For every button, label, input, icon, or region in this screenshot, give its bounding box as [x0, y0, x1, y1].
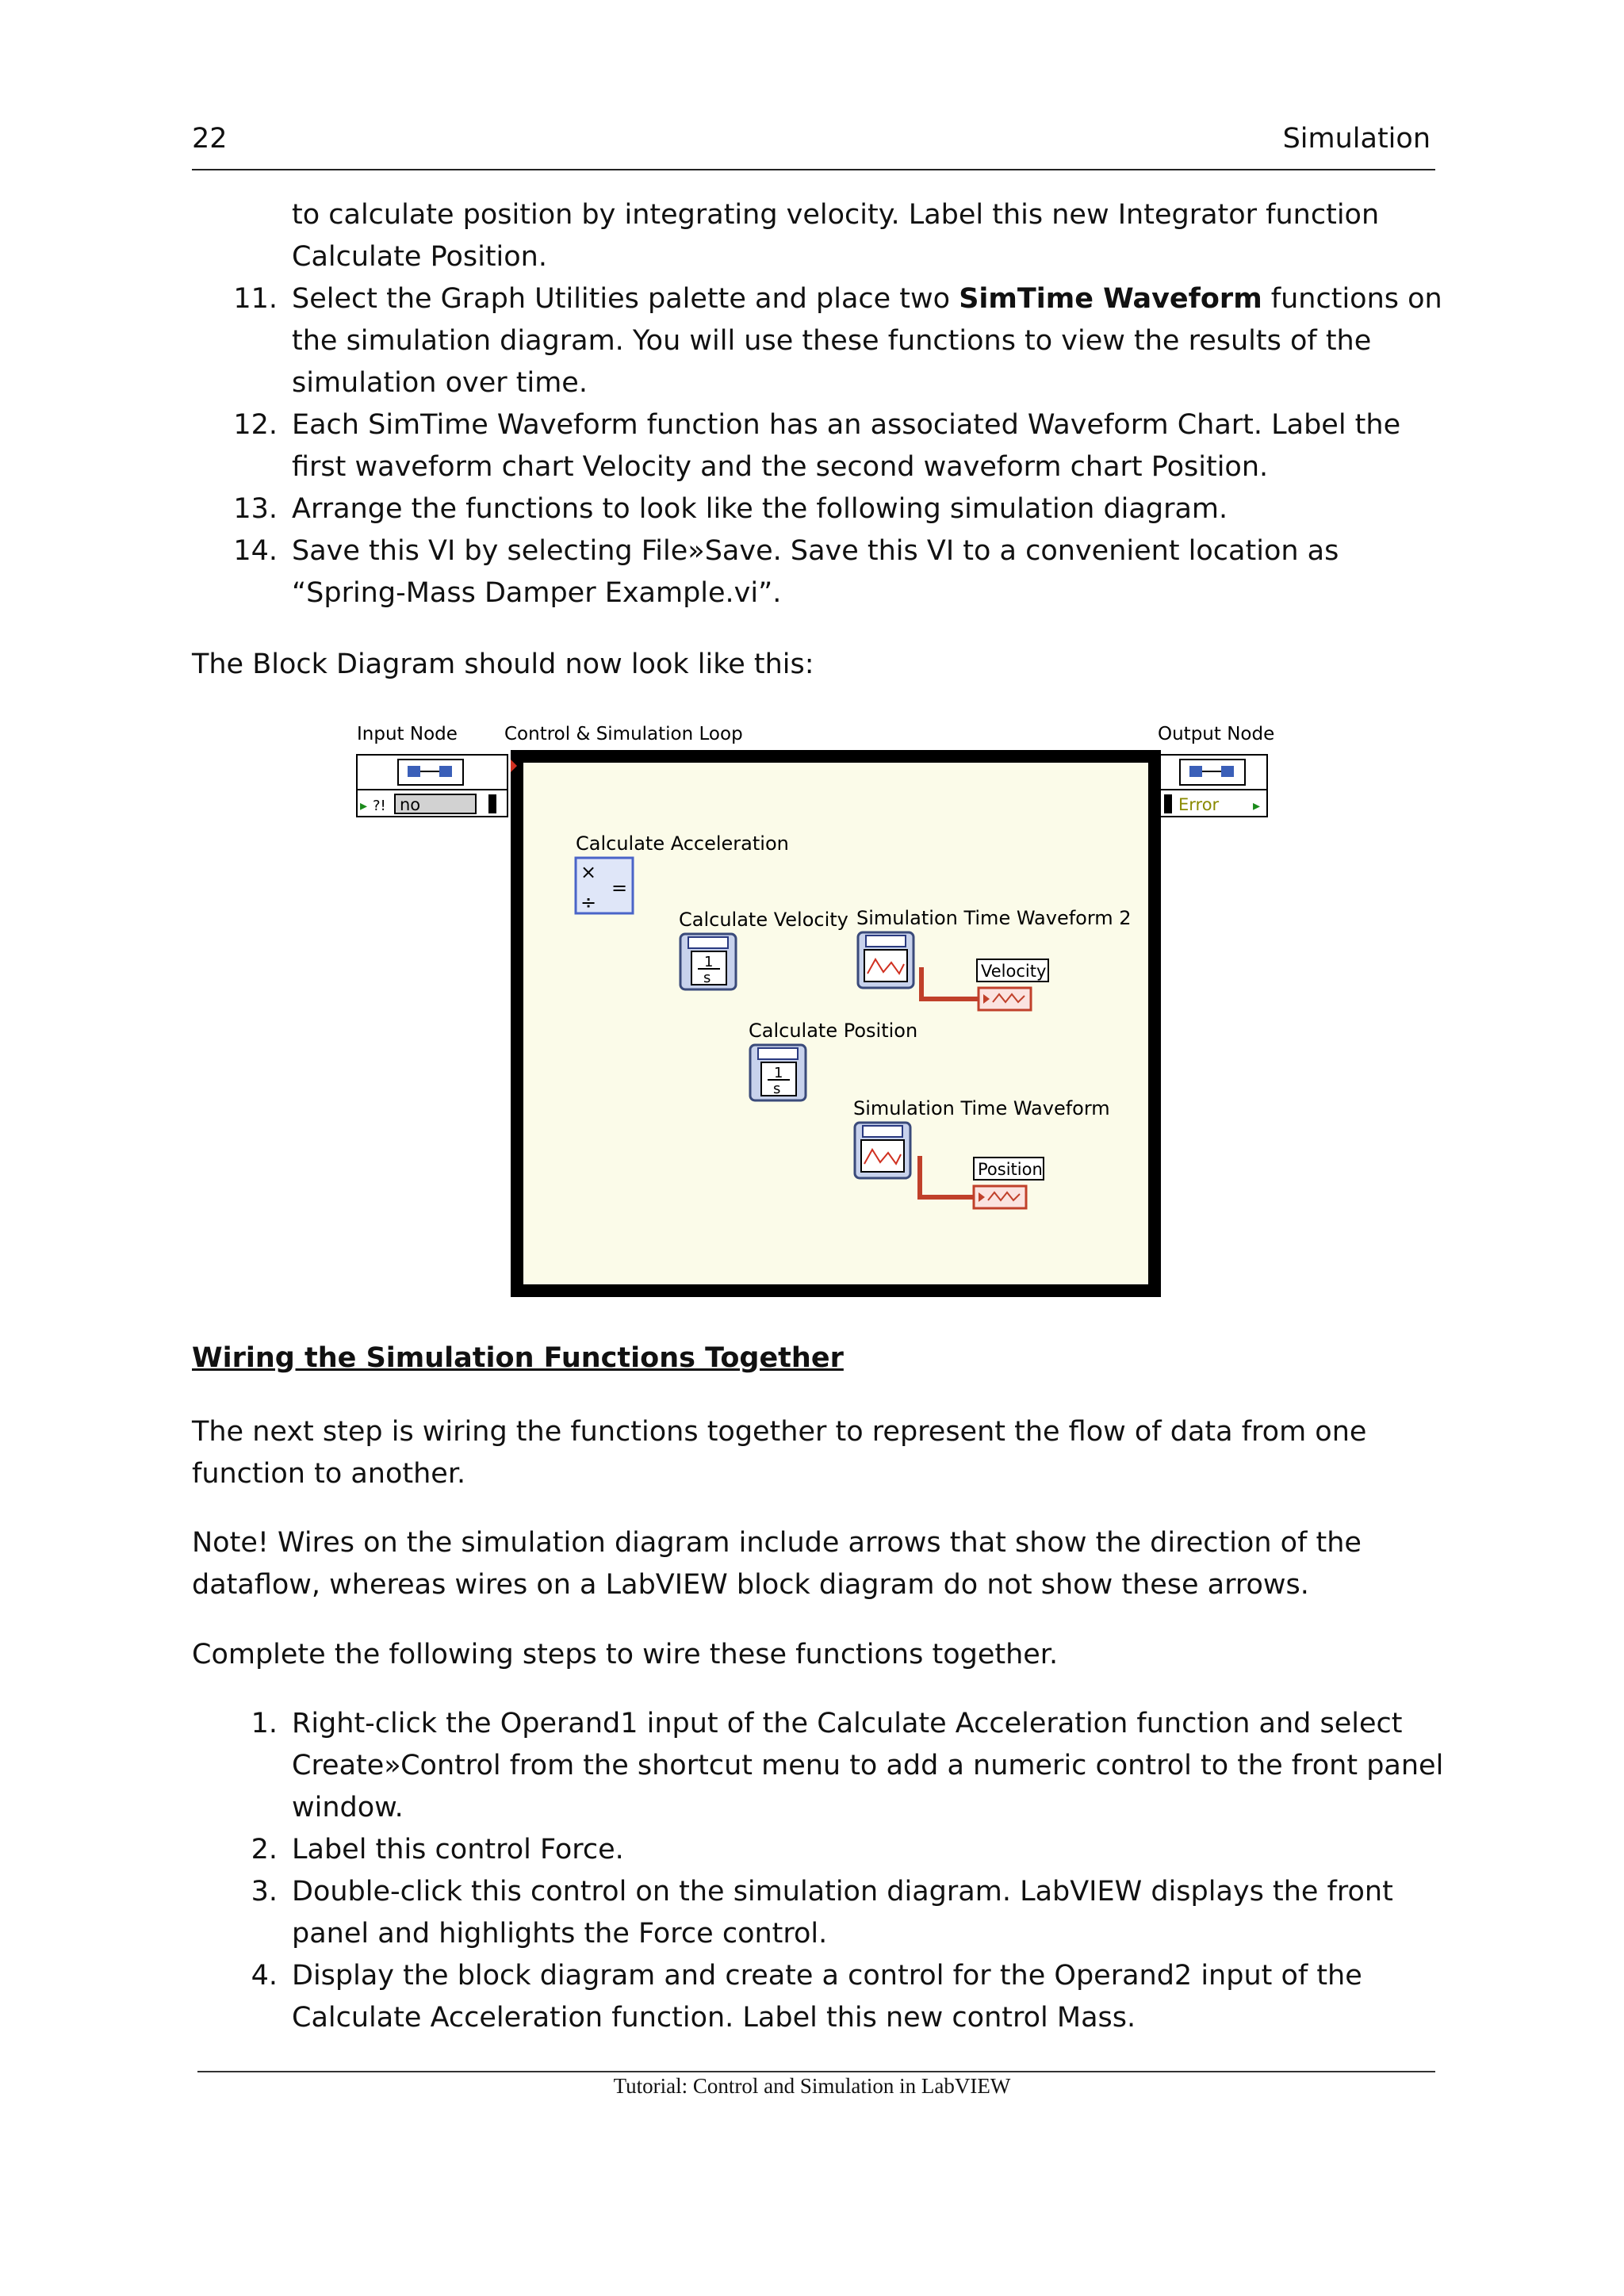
svg-text:1: 1: [704, 954, 714, 970]
output-node-label: Output Node: [1158, 724, 1275, 744]
diagram-intro: The Block Diagram should now look like this:: [192, 649, 814, 680]
list-item: 13. Arrange the functions to look like the following simulation diagram.: [233, 493, 1228, 525]
page-header: [192, 123, 1435, 170]
calc-accel-node[interactable]: [576, 858, 633, 913]
input-node[interactable]: [357, 755, 508, 817]
page-footer: Tutorial: Control and Simulation in LabVIEW: [613, 2074, 1011, 2098]
position-label: Position: [978, 1160, 1043, 1179]
sim-wave2-label: Simulation Time Waveform 2: [856, 907, 1132, 929]
svg-text:▸: ▸: [360, 798, 368, 814]
page-number: 22: [192, 123, 228, 155]
calc-velocity-node[interactable]: [680, 934, 736, 989]
calc-position-node[interactable]: [750, 1045, 806, 1100]
svg-text:▸: ▸: [1253, 798, 1261, 814]
position-chart-terminal[interactable]: [974, 1186, 1026, 1208]
sim-wave-node[interactable]: [855, 1123, 910, 1178]
list-item: to calculate position by integrating velocity. Label this new Integrator function Calculate Position.: [292, 199, 1380, 273]
loop-label: Control & Simulation Loop: [504, 724, 743, 744]
calc-velocity-label: Calculate Velocity: [679, 909, 848, 931]
input-value: no: [400, 795, 421, 814]
paragraph-next-step: The next step is wiring the functions together to represent the flow of data from one function to another.: [192, 1416, 1367, 1490]
list-item: 4. Display the block diagram and create a control for the Operand2 input of the Calculate Acceleration function. Label this new control Mass.: [251, 1960, 1362, 2034]
paragraph-note: Note! Wires on the simulation diagram include arrows that show the direction of the dataflow, whereas wires on a LabVIEW block diagram do not show these arrows.: [192, 1527, 1362, 1601]
input-node-label: Input Node: [357, 724, 458, 744]
sim-wave2-node[interactable]: [858, 932, 914, 988]
svg-text:1: 1: [774, 1065, 783, 1081]
svg-text:?!: ?!: [373, 798, 386, 814]
block-diagram-figure: [349, 721, 1285, 1308]
steps-top-list: [192, 194, 1445, 614]
velocity-label: Velocity: [981, 962, 1047, 981]
svg-text:×: ×: [580, 861, 597, 883]
sim-wave-label: Simulation Time Waveform: [853, 1097, 1110, 1119]
paragraph-complete-steps: Complete the following steps to wire these functions together.: [192, 1639, 1059, 1670]
calc-accel-label: Calculate Acceleration: [576, 832, 789, 855]
output-value: Error: [1178, 795, 1220, 814]
steps-bottom-list: [192, 1703, 1445, 2039]
list-item: 3. Double-click this control on the simulation diagram. LabVIEW displays the front panel and highlights the Force control.: [251, 1876, 1393, 1950]
footer-rule: [197, 2071, 1435, 2072]
section-title: Simulation: [1282, 123, 1431, 155]
output-node[interactable]: [1159, 755, 1267, 817]
calc-position-label: Calculate Position: [749, 1020, 918, 1042]
svg-text:=: =: [611, 877, 628, 899]
list-item: 1. Right-click the Operand1 input of the Calculate Acceleration function and select Create»Control from the shortcut menu to add a numeric control to the front panel window.: [251, 1708, 1444, 1823]
list-item: 14. Save this VI by selecting File»Save. Save this VI to a convenient location as “Spring-Mass Damper Example.vi”.: [233, 535, 1339, 609]
svg-text:s: s: [773, 1081, 781, 1097]
svg-text:÷: ÷: [580, 891, 597, 913]
list-item: 11. Select the Graph Utilities palette and place two SimTime Waveform functions on the simulation diagram. You will use these functions to view the results of the simulation over time.: [233, 283, 1442, 399]
list-item: 2. Label this control Force.: [251, 1834, 624, 1866]
section-heading: Wiring the Simulation Functions Together: [192, 1342, 844, 1374]
svg-text:s: s: [703, 970, 711, 986]
list-item: 12. Each SimTime Waveform function has an associated Waveform Chart. Label the first waveform chart Velocity and the second waveform chart Position.: [233, 409, 1401, 483]
velocity-chart-terminal[interactable]: [979, 988, 1031, 1010]
